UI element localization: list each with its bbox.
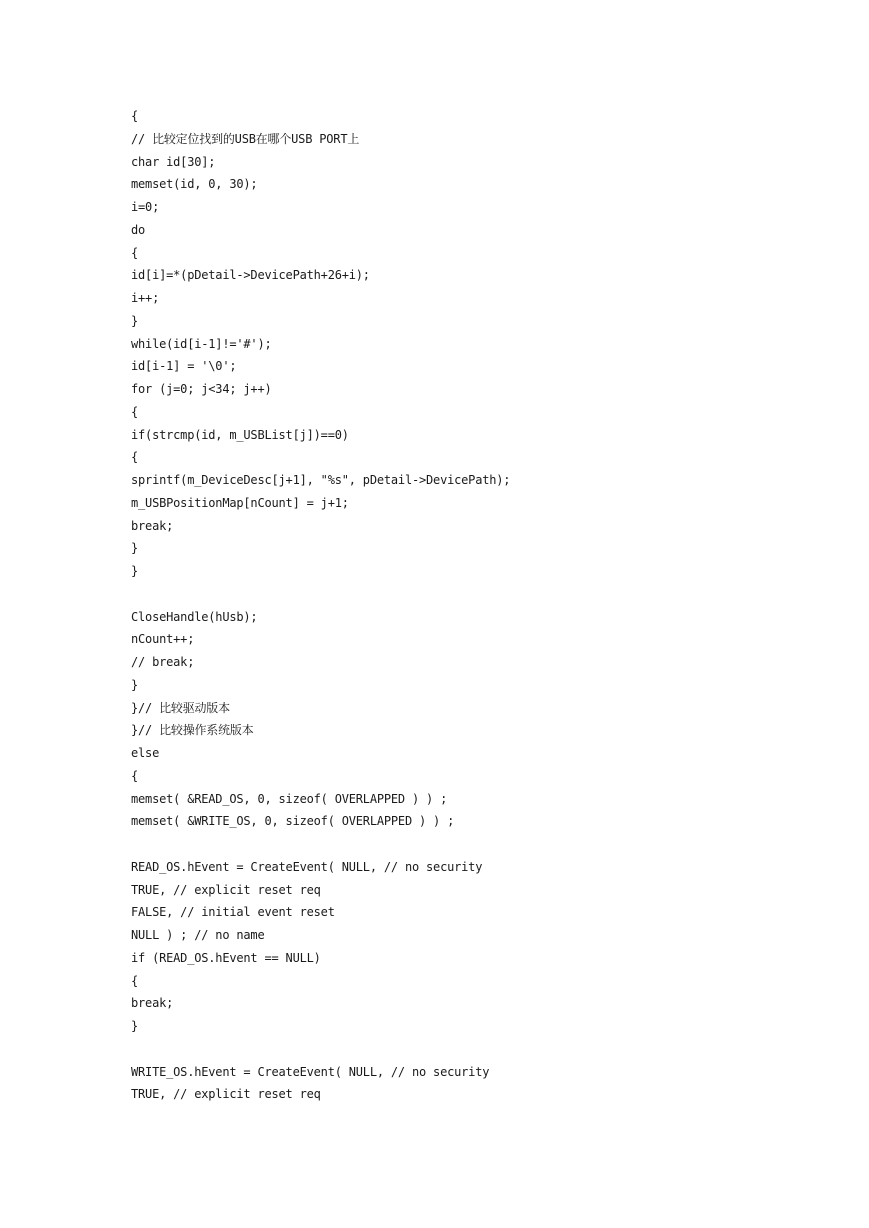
code-line: // break; — [131, 655, 195, 669]
code-line: else — [131, 746, 160, 760]
code-line: { — [131, 450, 139, 465]
code-line: READ_OS.hEvent = CreateEvent( NULL, // no security — [131, 859, 483, 874]
code-line: FALSE, // initial event reset — [131, 905, 335, 920]
code-line: if (READ_OS.hEvent == NULL) — [131, 950, 321, 965]
code-line: break; — [131, 996, 174, 1011]
code-line: i=0; — [131, 200, 160, 214]
code-line: { — [131, 973, 139, 988]
code-line: i++; — [131, 291, 160, 305]
code-line: } — [131, 313, 139, 328]
code-line: sprintf(m_DeviceDesc[j+1], "%s", pDetail->DevicePath); — [131, 473, 511, 487]
code-line: TRUE, // explicit reset req — [131, 882, 321, 897]
code-line: } — [131, 1019, 139, 1033]
code-line: WRITE_OS.hEvent = CreateEvent( NULL, // no security — [131, 1064, 490, 1079]
code-line: } — [131, 564, 139, 578]
code-line: memset(id, 0, 30); — [131, 177, 258, 192]
code-line: NULL ) ; // no name — [131, 928, 265, 942]
code-line: { — [131, 404, 139, 419]
code-line: CloseHandle(hUsb); — [131, 609, 258, 624]
code-line — [131, 833, 831, 856]
code-line: { — [131, 245, 139, 260]
code-line: id[i-1] = '\0'; — [131, 359, 237, 374]
code-line — [131, 583, 831, 606]
code-line: }// 比较操作系统版本 — [131, 723, 254, 738]
code-line: char id[30]; — [131, 154, 216, 169]
code-line: m_USBPositionMap[nCount] = j+1; — [131, 495, 349, 510]
code-line — [131, 1038, 831, 1061]
code-line: // 比较定位找到的USB在哪个USB PORT上 — [131, 131, 360, 146]
code-line: nCount++; — [131, 632, 195, 647]
code-line: memset( &READ_OS, 0, sizeof( OVERLAPPED ) ) ; — [131, 791, 448, 806]
code-line: while(id[i-1]!='#'); — [131, 336, 272, 351]
code-listing — [131, 105, 831, 1106]
code-line: } — [131, 541, 139, 556]
code-line: { — [131, 768, 139, 783]
code-line: do — [131, 222, 146, 237]
code-line: { — [131, 109, 139, 123]
code-line: TRUE, // explicit reset req — [131, 1087, 321, 1102]
code-line: if(strcmp(id, m_USBList[j])==0) — [131, 427, 349, 442]
code-line: for (j=0; j<34; j++) — [131, 382, 272, 396]
code-line: id[i]=*(pDetail->DevicePath+26+i); — [131, 268, 370, 283]
code-line: } — [131, 677, 139, 692]
code-line: memset( &WRITE_OS, 0, sizeof( OVERLAPPED ) ) ; — [131, 814, 455, 829]
code-line: break; — [131, 518, 174, 533]
code-line: }// 比较驱动版本 — [131, 700, 230, 715]
